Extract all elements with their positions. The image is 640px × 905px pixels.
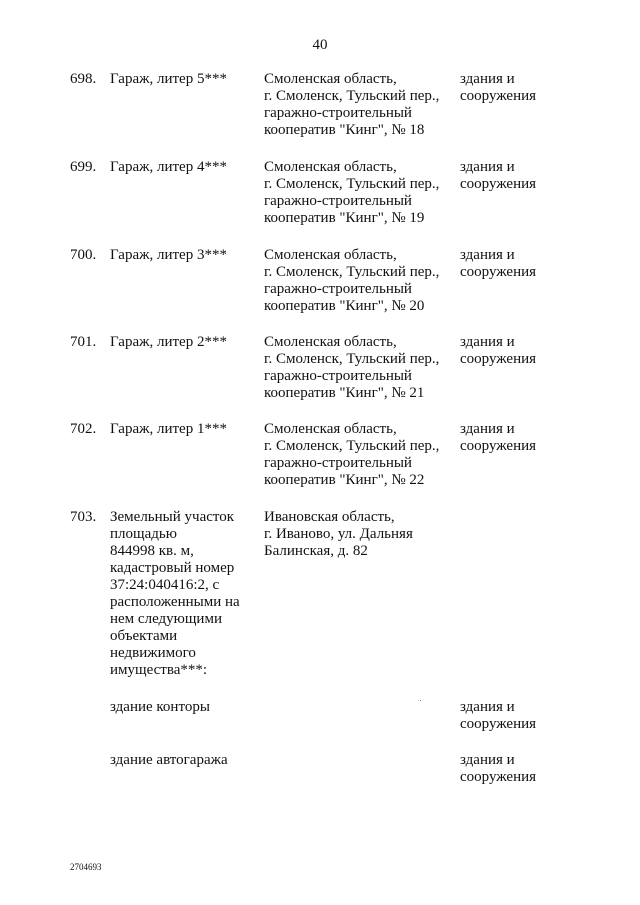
entry-name-line: нем следующими <box>110 611 222 627</box>
entry-address-line: гаражно-строительный <box>264 193 412 209</box>
entry-name-line: Гараж, литер 1*** <box>110 421 227 437</box>
sub-entry-type-line: сооружения <box>460 716 537 732</box>
sub-entry-type-line: здания и <box>460 699 515 715</box>
entry-address-line: г. Иваново, ул. Дальняя <box>264 526 413 542</box>
entry-number: 701. <box>70 334 97 350</box>
entry-type <box>460 71 580 105</box>
entry-address <box>264 71 456 139</box>
entry-address-line: кооператив "Кинг", № 18 <box>264 122 425 138</box>
entry-name-line: 844998 кв. м, <box>110 543 194 559</box>
entry-type-line: здания и <box>460 334 515 350</box>
entry-name <box>110 334 260 351</box>
entry-address-line: гаражно-строительный <box>264 105 412 121</box>
sub-entry-type <box>460 699 580 733</box>
entry-name-line: расположенными на <box>110 594 240 610</box>
entry-address-line: г. Смоленск, Тульский пер., <box>264 88 440 104</box>
entry-type-line: сооружения <box>460 264 537 280</box>
entry-address-line: гаражно-строительный <box>264 281 412 297</box>
sub-entry-type-line: сооружения <box>460 769 537 785</box>
entry-address-line: г. Смоленск, Тульский пер., <box>264 264 440 280</box>
entry-type-line: здания и <box>460 159 515 175</box>
entry-name-line: площадью <box>110 526 177 542</box>
entry-address-line: г. Смоленск, Тульский пер., <box>264 438 440 454</box>
entry-address-line: г. Смоленск, Тульский пер., <box>264 176 440 192</box>
entry-address-line: Ивановская область, <box>264 509 395 525</box>
entry-address <box>264 509 456 560</box>
entry-address-line: кооператив "Кинг", № 19 <box>264 210 425 226</box>
entry-address-line: г. Смоленск, Тульский пер., <box>264 351 440 367</box>
entry-number: 698. <box>70 71 97 87</box>
entry-type <box>460 334 580 368</box>
entry-name-line: Гараж, литер 4*** <box>110 159 227 175</box>
entry-type-line: сооружения <box>460 438 537 454</box>
entry-name-line: недвижимого <box>110 645 196 661</box>
sub-entry-name <box>110 699 260 716</box>
entry-address <box>264 334 456 402</box>
entry-address-line: Балинская, д. 82 <box>264 543 368 559</box>
entry-address-line: Смоленская область, <box>264 71 397 87</box>
entry-name-line: кадастровый номер <box>110 560 235 576</box>
entry-type-line: здания и <box>460 421 515 437</box>
entry-name-line: Гараж, литер 3*** <box>110 247 227 263</box>
entry-address <box>264 421 456 489</box>
entry-type <box>460 159 580 193</box>
entry-address-line: кооператив "Кинг", № 22 <box>264 472 425 488</box>
entry-address-line: кооператив "Кинг", № 21 <box>264 385 425 401</box>
sub-entry-name <box>110 752 260 769</box>
entry-name <box>110 247 260 264</box>
entry-number: 702. <box>70 421 97 437</box>
entry-name-line: 37:24:040416:2, с <box>110 577 220 593</box>
entry-type-line: сооружения <box>460 351 537 367</box>
entry-address-line: Смоленская область, <box>264 421 397 437</box>
sub-entry-type <box>460 752 580 786</box>
entry-name-line: объектами <box>110 628 178 644</box>
sub-entry-type-line: здания и <box>460 752 515 768</box>
entry-address-line: гаражно-строительный <box>264 455 412 471</box>
entry-name <box>110 71 260 88</box>
entry-number: 699. <box>70 159 97 175</box>
entry-type <box>460 247 580 281</box>
entry-type-line: сооружения <box>460 176 537 192</box>
entry-number: 703. <box>70 509 97 525</box>
entry-type-line: сооружения <box>460 88 537 104</box>
entry-name <box>110 509 260 679</box>
entry-address-line: Смоленская область, <box>264 159 397 175</box>
entry-type-line: здания и <box>460 71 515 87</box>
entry-address-line: Смоленская область, <box>264 334 397 350</box>
page-number: 40 <box>312 37 328 53</box>
scan-speck <box>420 700 421 701</box>
entry-type-line: здания и <box>460 247 515 263</box>
footer-document-code: 2704693 <box>70 862 102 872</box>
entry-type <box>460 421 580 455</box>
entry-name <box>110 159 260 176</box>
entry-name-line: Земельный участок <box>110 509 235 525</box>
entry-address-line: гаражно-строительный <box>264 368 412 384</box>
sub-entry-name-line: здание автогаража <box>110 752 228 768</box>
entry-name-line: имущества***: <box>110 662 208 678</box>
entry-address <box>264 159 456 227</box>
entry-name-line: Гараж, литер 2*** <box>110 334 227 350</box>
sub-entry-name-line: здание конторы <box>110 699 210 715</box>
entry-number: 700. <box>70 247 97 263</box>
entry-address-line: Смоленская область, <box>264 247 397 263</box>
entry-name-line: Гараж, литер 5*** <box>110 71 227 87</box>
entry-name <box>110 421 260 438</box>
entry-address <box>264 247 456 315</box>
entry-address-line: кооператив "Кинг", № 20 <box>264 298 425 314</box>
